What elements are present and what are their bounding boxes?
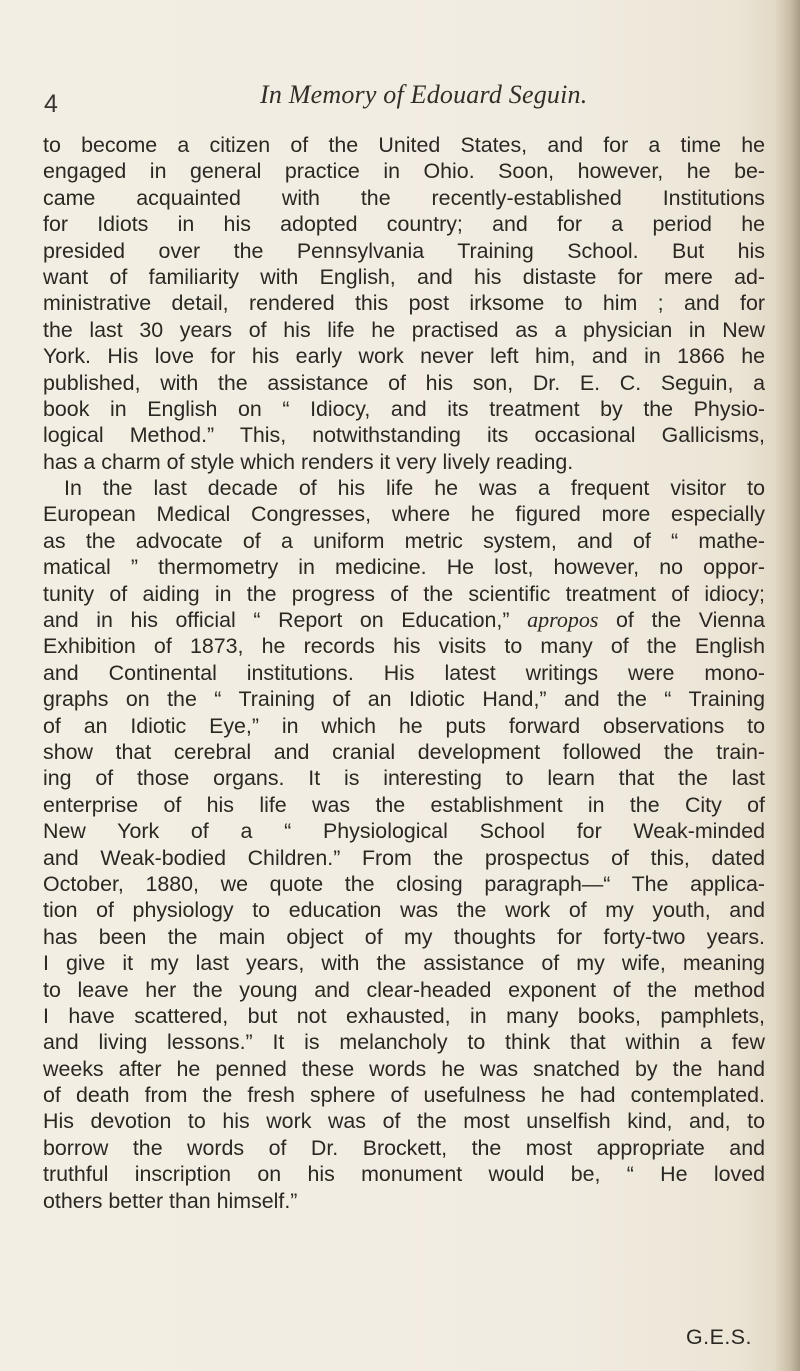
text-line: the last 30 years of his life he practised as a physician in New <box>43 317 765 342</box>
text-line: New York of a “ Physiological School for Weak-minded <box>43 819 765 844</box>
text-line: truthful inscription on his monument would be, “ He loved <box>43 1162 765 1187</box>
body-text <box>43 132 765 1214</box>
text-line: to leave her the young and clear-headed exponent of the method <box>43 977 765 1002</box>
text-line: want of familiarity with English, and his distaste for mere ad- <box>43 264 765 289</box>
running-title: In Memory of Edouard Seguin. <box>260 80 588 109</box>
text-line: of death from the fresh sphere of usefulness he had contemplated. <box>43 1083 765 1108</box>
text-line: and living lessons.” It is melancholy to think that within a few <box>43 1030 765 1055</box>
report-text-before: and in his official “ Report on Education,” <box>43 608 528 633</box>
text-line: published, with the assistance of his son, Dr. E. C. Seguin, a <box>43 370 765 395</box>
text-line: others better than himself.” <box>43 1188 298 1213</box>
text-line: ministrative detail, rendered this post irksome to him ; and for <box>43 291 765 316</box>
text-line: York. His love for his early work never left him, and in 1866 he <box>43 344 765 369</box>
italic-apropos: apropos <box>527 607 599 633</box>
text-line: In the last decade of his life he was a frequent visitor to <box>64 476 765 501</box>
text-line: for Idiots in his adopted country; and for a period he <box>43 212 765 237</box>
text-line: weeks after he penned these words he was snatched by the hand <box>43 1056 765 1081</box>
text-line: tunity of aiding in the progress of the scientific treatment of idiocy; <box>43 581 765 606</box>
text-line: has a charm of style which renders it very lively reading. <box>43 449 574 474</box>
text-line: I give it my last years, with the assistance of my wife, meaning <box>43 951 765 976</box>
text-line: show that cerebral and cranial development followed the train- <box>43 739 765 764</box>
text-line: and Continental institutions. His latest writings were mono- <box>43 660 765 685</box>
text-line: European Medical Congresses, where he figured more especially <box>43 502 765 527</box>
text-line: His devotion to his work was of the most unselfish kind, and, to <box>43 1109 765 1134</box>
author-signature: G.E.S. <box>685 1325 752 1349</box>
text-line: as the advocate of a uniform metric system, and of “ mathe- <box>43 528 765 553</box>
text-line-report <box>43 607 765 633</box>
text-line: logical Method.” This, notwithstanding its occasional Gallicisms, <box>43 423 765 448</box>
text-line: enterprise of his life was the establishment in the City of <box>43 792 765 817</box>
report-text-after: of the Vienna <box>598 608 766 633</box>
text-line: October, 1880, we quote the closing paragraph—“ The applica- <box>43 871 765 896</box>
text-line: came acquainted with the recently-established Institutions <box>43 185 765 210</box>
page-header <box>44 80 764 124</box>
text-line: graphs on the “ Training of an Idiotic Hand,” and the “ Training <box>43 687 765 712</box>
text-line: I have scattered, but not exhausted, in many books, pamphlets, <box>43 1003 765 1028</box>
text-line: ing of those organs. It is interesting to learn that the last <box>43 766 765 791</box>
text-line: and Weak-bodied Children.” From the prospectus of this, dated <box>43 845 765 870</box>
text-line: engaged in general practice in Ohio. Soon, however, he be- <box>43 159 765 184</box>
text-line: has been the main object of my thoughts for forty-two years. <box>43 924 765 949</box>
page-number: 4 <box>44 90 58 118</box>
text-line: of an Idiotic Eye,” in which he puts forward observations to <box>43 713 765 738</box>
text-line: to become a citizen of the United States, and for a time he <box>43 133 765 157</box>
page-edge-shadow <box>774 0 800 1371</box>
text-line: Exhibition of 1873, he records his visits to many of the English <box>43 634 765 659</box>
text-line: tion of physiology to education was the work of my youth, and <box>43 898 765 923</box>
text-line: book in English on “ Idiocy, and its treatment by the Physio- <box>43 396 765 421</box>
text-line: matical ” thermometry in medicine. He lost, however, no oppor- <box>43 555 765 580</box>
text-line: borrow the words of Dr. Brockett, the most appropriate and <box>43 1135 765 1160</box>
text-line: presided over the Pennsylvania Training School. But his <box>43 238 765 263</box>
